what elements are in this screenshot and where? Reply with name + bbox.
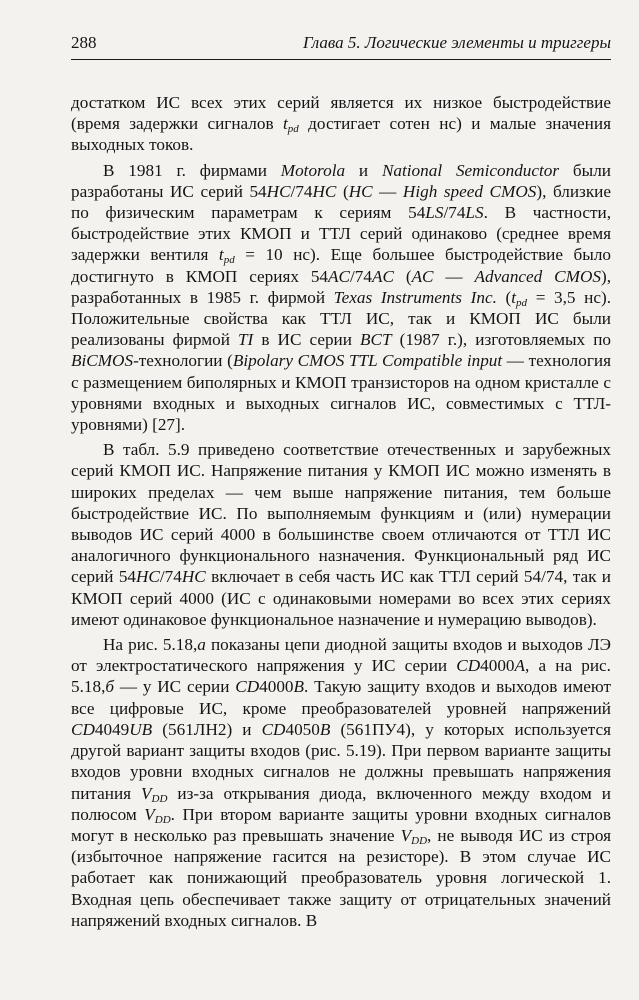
page-header	[71, 33, 611, 53]
header-rule	[71, 59, 611, 60]
paragraph: достатком ИС всех этих серий является их низкое быстродействие (время задержки сигналов $t_{pd}$ достигает сотен нс) и малые значения выходных токов.	[71, 93, 611, 155]
running-title: Глава 5. Логические элементы и триггеры	[302, 33, 611, 52]
paragraph: На рис. 5.18,а показаны цепи диодной защиты входов и выходов ЛЭ от электростатического напряжения у ИС серии CD4000A, а на рис. 5.18,б — у ИС серии CD4000B. Такую защиту входов и выходов имеют все цифровые ИС, кроме преобразователей уровней напряжений CD4049UB (561ЛН2) и CD4050B (561ПУ4), у которых используется другой вариант защиты входов (рис. 5.19). При первом варианте защиты входов уровни входных сигналов не должны превышать напряжения питания $V_{DD}$ из-за открывания диода, включенного между входом и полюсом $V_{DD}$. При втором варианте защиты уровни входных сигналов могут в несколько раз превышать значение $V_{DD}$, не выводя ИС из строя (избыточное напряжение гасится на резисторе). В этом случае ИС работает как понижающий преобразователь уровня логической 1. Входная цепь обеспечивает также защиту от отрицательных значений напряжений входных сигналов. В	[71, 635, 612, 930]
page-number: 288	[71, 33, 97, 52]
paragraph: В 1981 г. фирмами Motorola и National Semiconductor были разработаны ИС серий 54HC/74HC (HC — High speed CMOS), близкие по физическим параметрам к сериям 54LS/74LS. В частности, быстродействие этих КМОП и ТТЛ серий одинаково (среднее время задержки вентиля $t_{pd} = 10$ нс). Еще большее быстродействие было достигнуто в КМОП сериях 54AC/74AC (AC — Advanced CMOS), разработанных в 1985 г. фирмой Texas Instruments Inc. ($t_{pd} = 3,5$ нс). Положительные свойства как ТТЛ ИС, так и КМОП ИС были реализованы фирмой TI в ИС серии BCT (1987 г.), изготовляемых по BiCMOS-технологии (Bipolary CMOS TTL Compatible input — технология с размещением биполярных и КМОП транзисторов на одном кристалле с уровнями входных и выходных сигналов ИС, совместимых с ТТЛ-уровнями) [27].	[71, 160, 612, 435]
paragraph: В табл. 5.9 приведено соответствие отечественных и зарубежных серий КМОП ИС. Напряжение питания у КМОП ИС можно изменять в широких пределах — чем выше напряжение питания, тем больше быстродействие ИС. По выполняемым функциям и (или) нумерации выводов ИС серий 4000 в большинстве своем отличаются от ТТЛ ИС аналогичного функционального назначения. Функциональный ряд ИС серий 54HC/74HC включает в себя часть ИС как ТТЛ серий 54/74, так и КМОП серий 4000 (ИС с одинаковыми номерами во всех этих сериях имеют одинаковое функциональное назначение и нумерацию выводов).	[71, 440, 611, 629]
page-body	[71, 92, 611, 935]
